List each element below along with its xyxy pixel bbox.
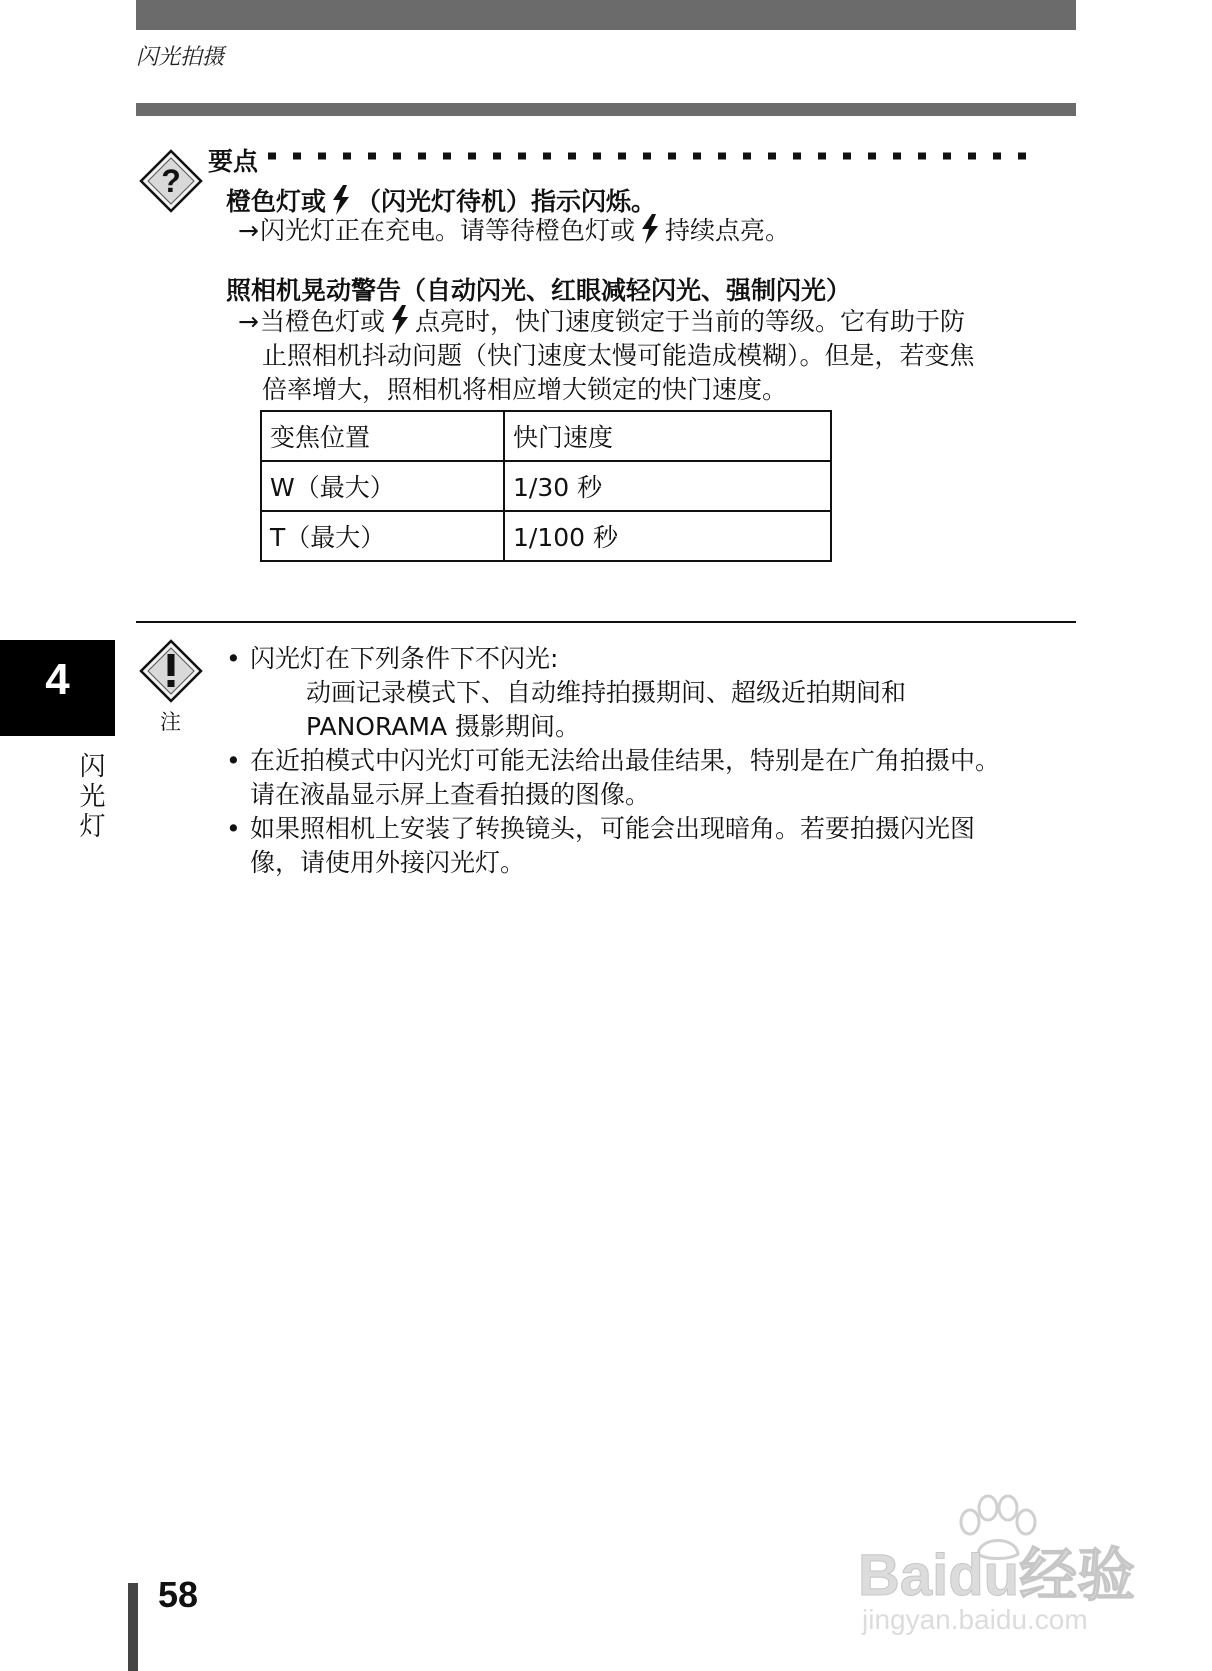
note2-line1: 在近拍模式中闪光灯可能无法给出最佳结果，特别是在广角拍摄中。 (250, 746, 1001, 775)
tip1-body-after: 持续点亮。 (665, 216, 791, 245)
list-item (226, 642, 1076, 744)
tip2-line3: 倍率增大，照相机将相应增大锁定的快门速度。 (262, 375, 788, 404)
table-header-cell: 快门速度 (504, 411, 831, 461)
bullet: • (226, 644, 241, 673)
flash-icon (389, 305, 411, 335)
note1-sub1: 动画记录模式下、自动维持拍摄期间、超级近拍期间和 (306, 678, 907, 707)
running-title: 闪光拍摄 (136, 45, 225, 70)
list-item (226, 744, 1076, 812)
chapter-title: 闪光灯 (75, 752, 105, 842)
dotted-separator (268, 148, 1026, 164)
tip1-body (238, 214, 790, 248)
bullet: • (226, 746, 241, 775)
tips-label: 要点 (208, 147, 259, 176)
tip2-line1 (238, 305, 1078, 339)
shutter-speed-table (260, 410, 832, 562)
page-number-bar (128, 1583, 138, 1671)
svg-text:?: ? (161, 163, 181, 199)
flash-icon (639, 214, 661, 244)
section-divider-bar (136, 103, 1076, 116)
arrow-glyph: → (238, 307, 259, 336)
table-cell: 1/100 秒 (504, 511, 831, 561)
table-row (261, 511, 831, 561)
table-cell: 1/30 秒 (504, 461, 831, 511)
tip1-heading-after: （闪光灯待机）指示闪烁。 (356, 187, 657, 216)
header-bar (136, 0, 1076, 30)
table-row (261, 461, 831, 511)
tip2-line1-after: 点亮时，快门速度锁定于当前的等级。它有助于防 (415, 307, 966, 336)
bullet: • (226, 814, 241, 843)
watermark (850, 1492, 1150, 1642)
flash-icon (330, 185, 352, 215)
note1-line1: 闪光灯在下列条件下不闪光: (250, 644, 559, 673)
note2-line2: 请在液晶显示屏上查看拍摄的图像。 (250, 780, 651, 809)
section-rule (136, 621, 1076, 623)
table-header-row (261, 411, 831, 461)
question-icon (138, 148, 204, 214)
list-item (226, 812, 1076, 880)
watermark-url: jingyan.baidu.com (862, 1604, 1088, 1635)
watermark-logo: Baidu经验 (858, 1543, 1136, 1608)
notes-list (226, 642, 1076, 880)
tip2-line1-before: 当橙色灯或 (260, 307, 386, 336)
table-cell: T（最大） (261, 511, 504, 561)
tip1-heading (226, 182, 656, 218)
tip1-heading-before: 橙色灯或 (226, 187, 327, 216)
tip1-body-before: 闪光灯正在充电。请等待橙色灯或 (260, 216, 636, 245)
table-header-cell: 变焦位置 (261, 411, 504, 461)
tip2-body (238, 305, 1078, 407)
note3-line2: 像，请使用外接闪光灯。 (250, 848, 526, 877)
chapter-number: 4 (45, 655, 70, 704)
arrow-glyph: → (238, 216, 259, 245)
note-label: 注 (160, 710, 181, 734)
note3-line1: 如果照相机上安装了转换镜头，可能会出现暗角。若要拍摄闪光图 (250, 814, 976, 843)
note1-sub2: PANORAMA 摄影期间。 (306, 712, 581, 741)
table-cell: W（最大） (261, 461, 504, 511)
warning-icon (138, 638, 204, 704)
tip2-line2: 止照相机抖动问题（快门速度太慢可能造成模糊）。但是，若变焦 (262, 341, 975, 370)
tip2-heading: 照相机晃动警告（自动闪光、红眼减轻闪光、强制闪光） (226, 276, 852, 305)
page-number: 58 (158, 1574, 199, 1615)
